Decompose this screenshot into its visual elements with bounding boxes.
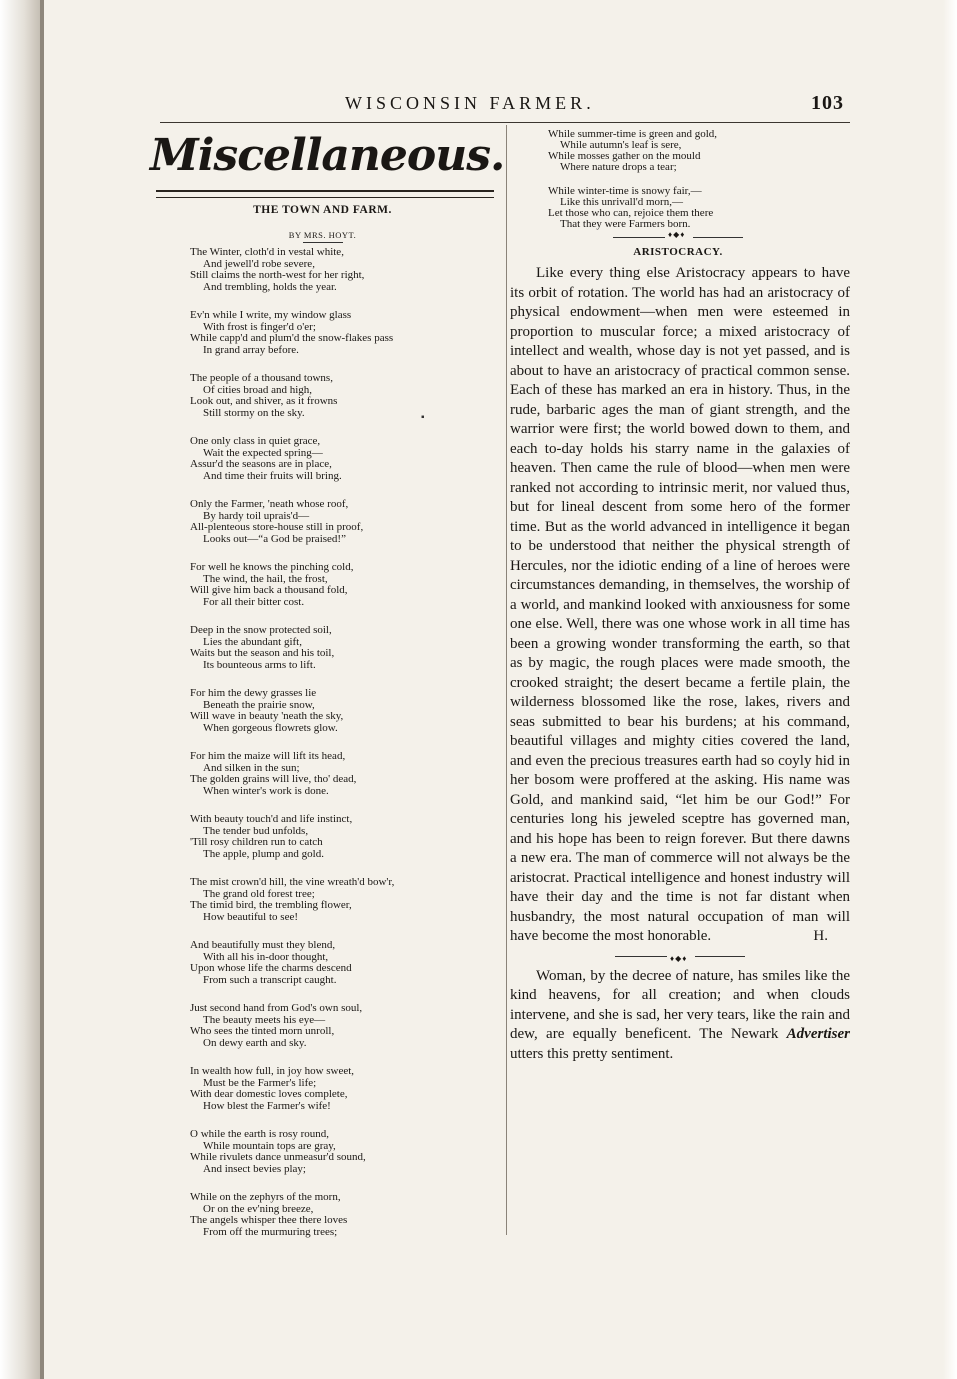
- poem-stanza: [190, 436, 495, 482]
- poem-stanza: [190, 562, 495, 608]
- poem-line: While on the zephyrs of the morn,: [190, 1191, 341, 1203]
- poem-line: How beautiful to see!: [203, 910, 298, 923]
- poem-line: The timid bird, the trembling flower,: [190, 899, 352, 911]
- poem-stanza: [190, 1129, 495, 1175]
- poem-line: The angels whisper thee there loves: [190, 1214, 348, 1226]
- poem-line: Only the Farmer, 'neath whose roof,: [190, 498, 349, 510]
- poem-line: Assur'd the seasons are in place,: [190, 458, 332, 470]
- poem-line: O while the earth is rosy round,: [190, 1128, 329, 1140]
- poem-line: Still claims the north-west for her right,: [190, 269, 365, 281]
- poem-line: And trembling, holds the year.: [203, 280, 337, 293]
- poem-line: The Winter, cloth'd in vestal white,: [190, 246, 344, 258]
- poem-line: From off the murmuring trees;: [203, 1225, 338, 1238]
- binding-gutter: [0, 0, 44, 1379]
- page-right-edge: [943, 0, 957, 1379]
- poem-line: Waits but the season and his toil,: [190, 647, 335, 659]
- poem-line: Let those who can, rejoice them there: [548, 207, 714, 219]
- poem-line: Look out, and shiver, as it frowns: [190, 395, 338, 407]
- ornament-glyph: ♦◆♦: [670, 953, 688, 963]
- poem-stanza: [190, 499, 495, 545]
- poem-line: While mosses gather on the mould: [548, 150, 701, 162]
- poem-line: And time their fruits will bring.: [203, 469, 342, 482]
- article-title: ARISTOCRACY.: [633, 246, 723, 258]
- poem-stanza: [190, 625, 495, 671]
- poem-line: In grand array before.: [203, 343, 299, 356]
- poem-stanza: [190, 247, 495, 293]
- print-blemish: ▪: [421, 412, 425, 423]
- poem-line: While summer-time is green and gold,: [548, 128, 718, 140]
- poem-line: The apple, plump and gold.: [203, 847, 324, 860]
- poem-stanza: [190, 310, 495, 356]
- ornament-glyph: ♦◆♦: [668, 230, 686, 239]
- poem-line: Still stormy on the sky.: [203, 406, 305, 419]
- poem-stanza: [548, 186, 852, 230]
- poem-line: Wait the expected spring—: [203, 446, 323, 459]
- poem-line: Looks out—“a God be praised!”: [203, 532, 346, 545]
- poem-line: And silken in the sun;: [203, 761, 300, 774]
- woman-paragraph: [510, 967, 850, 1065]
- poem-line: Will wave in beauty 'neath the sky,: [190, 710, 344, 722]
- poem-line: Or on the ev'ning breeze,: [203, 1202, 314, 1215]
- poem-line: While autumn's leaf is sere,: [560, 139, 682, 151]
- poem-title: THE TOWN AND FARM.: [253, 204, 392, 216]
- article-body: [504, 264, 852, 1064]
- poem-stanza: [190, 1192, 495, 1238]
- poem-stanza: [190, 877, 495, 923]
- poem-stanza: [190, 751, 495, 797]
- poem-line: While rivulets dance unmeasur'd sound,: [190, 1151, 366, 1163]
- poem-line: In wealth how full, in joy how sweet,: [190, 1065, 355, 1077]
- poem-line: For well he knows the pinching cold,: [190, 561, 354, 573]
- poem-line: Must be the Farmer's life;: [203, 1076, 317, 1089]
- poem-line: Who sees the tinted morn unroll,: [190, 1025, 335, 1037]
- woman-paragraph-text: Woman, by the decree of nature, has smiles like the kind heavens, for all creation; and when clouds intervene, and she is sad, her very tears, like the rain and dew, are equally beneficent. The Newark: [510, 967, 850, 1042]
- poem-stanza: [190, 1003, 495, 1049]
- poem-line: The people of a thousand towns,: [190, 372, 333, 384]
- poem-line: That they were Farmers born.: [560, 218, 691, 230]
- poem-stanza: [190, 940, 495, 986]
- poem-stanza: [548, 129, 852, 173]
- poem-line: While capp'd and plum'd the snow-flakes pass: [190, 332, 394, 344]
- section-title: Miscellaneous.: [150, 130, 505, 181]
- publication-name: Advertiser: [786, 1026, 850, 1042]
- section-double-rule: [156, 190, 494, 198]
- poem-line: All-plenteous store-house still in proof,: [190, 521, 364, 533]
- poem-line: And insect bevies play;: [203, 1162, 306, 1175]
- poem-line: Its bounteous arms to lift.: [203, 658, 316, 671]
- poem-line: With all his in-door thought,: [203, 950, 329, 963]
- poem-line: And beautifully must they blend,: [190, 939, 336, 951]
- poem-line: While mountain tops are gray,: [203, 1139, 336, 1152]
- poem-line: The wind, the hail, the frost,: [203, 572, 328, 585]
- poem-line: When winter's work is done.: [203, 784, 329, 797]
- poem-stanza: [190, 688, 495, 734]
- poem-stanza: [190, 1066, 495, 1112]
- poem-line: Like this unrivall'd morn,—: [560, 196, 683, 208]
- poem-line: Where nature drops a tear;: [560, 161, 677, 173]
- poem-line: When gorgeous flowrets glow.: [203, 721, 338, 734]
- poem-line: With frost is finger'd o'er;: [203, 320, 316, 333]
- poem-line: For him the maize will lift its head,: [190, 750, 346, 762]
- right-column: [504, 125, 852, 1064]
- poem-line: The tender bud unfolds,: [203, 824, 309, 837]
- poem-line: One only class in quiet grace,: [190, 435, 321, 447]
- poem-line: 'Till rosy children run to catch: [190, 836, 323, 848]
- ornament-divider-top: [613, 232, 743, 242]
- poem-line: Beneath the prairie snow,: [203, 698, 315, 711]
- page-number: 103: [811, 92, 844, 114]
- poem-line: By hardy toil uprais'd—: [203, 509, 310, 522]
- poem-line: The grand old forest tree;: [203, 887, 315, 900]
- byline-rule: [303, 242, 343, 243]
- article-paragraph: Like every thing else Aristocracy appears to have its orbit of rotation. The world has had an aristocracy of physical endowment—when men were esteemed in proportion to muscular force; a mixed aristocracy of intellect and wealth, whose day is not yet passed, and is about to have an aristocracy of practical common sense. Each of these has marked an era in history. Thus, in the rude, barbaric ages the man of giant strength, and the warrior were first; the world bowed down to them, and each to-day holds his starry name in the galaxies of heaven. Then came the rule of blood—when men were ranked not according to intrinsic merit, nor valued thus, but for lineal descent from some hero of the former time. But as the world advanced in intelligence it began to be understood that neither the physical strength of Hercules, nor the idiotic ending of a line of heroes were circumstances demanding, in themselves, the worship of a world, and mankind looked with anxiousness for some one else. Well, there was one whose work in all time has been a growing wonder transforming the earth, so that as by magic, the rough places were made smooth, the crooked straight; the desert became a fertile plain, the wilderness blossomed like the rose, lakes, rivers and seas submitted to bear his burdens; at his command, beautiful villages and mighty cities covered the land, and even the precious treasures earth had so coyly hid in her bosom were proffered at the asking. His name was Gold, and mankind said, “let him be our God!” For centuries long his jeweled sceptre has governed man, and his hope has been to reign forever. But there dawns a new era. The man of commerce will not always be the aristocrat. Practical intelligence and honest industry will have their day and the time is not far distant when husbandry, the most natural occupation of man will have become the most honorable.: [510, 265, 850, 944]
- poem-line: With dear domestic loves complete,: [190, 1088, 348, 1100]
- article-signature: H.: [813, 928, 828, 944]
- poem-line: The beauty meets his eye—: [203, 1013, 326, 1026]
- left-column: [150, 125, 505, 1238]
- poem-line: From such a transcript caught.: [203, 973, 337, 986]
- poem-stanza: [190, 373, 495, 419]
- ornament-divider-bottom: [615, 951, 745, 961]
- poem-line: How blest the Farmer's wife!: [203, 1099, 331, 1112]
- poem-line: The golden grains will live, tho' dead,: [190, 773, 357, 785]
- poem-stanza: [190, 814, 495, 860]
- poem-line: For him the dewy grasses lie: [190, 687, 317, 699]
- poem-line: The mist crown'd hill, the vine wreath'd bow'r,: [190, 876, 395, 888]
- header-rule: [160, 122, 850, 123]
- poem-line: Will give him back a thousand fold,: [190, 584, 348, 596]
- poem-line: Ev'n while I write, my window glass: [190, 309, 352, 321]
- poem-line: For all their bitter cost.: [203, 595, 305, 608]
- poem-line: While winter-time is snowy fair,—: [548, 185, 702, 197]
- poem-line: Deep in the snow protected soil,: [190, 624, 332, 636]
- poem-line: On dewy earth and sky.: [203, 1036, 307, 1049]
- poem-continuation: [548, 129, 852, 230]
- poem-line: Upon whose life the charms descend: [190, 962, 352, 974]
- poem-line: Just second hand from God's own soul,: [190, 1002, 363, 1014]
- poem-line: With beauty touch'd and life instinct,: [190, 813, 353, 825]
- poem-byline: BY MRS. HOYT.: [288, 230, 357, 240]
- woman-paragraph-end: utters this pretty sentiment.: [510, 1045, 674, 1062]
- poem-line: Of cities broad and high,: [203, 383, 313, 396]
- running-title: WISCONSIN FARMER.: [345, 93, 595, 113]
- poem-line: Lies the abundant gift,: [203, 635, 302, 648]
- poem-line: And jewell'd robe severe,: [203, 257, 315, 270]
- poem-body: [190, 247, 495, 1238]
